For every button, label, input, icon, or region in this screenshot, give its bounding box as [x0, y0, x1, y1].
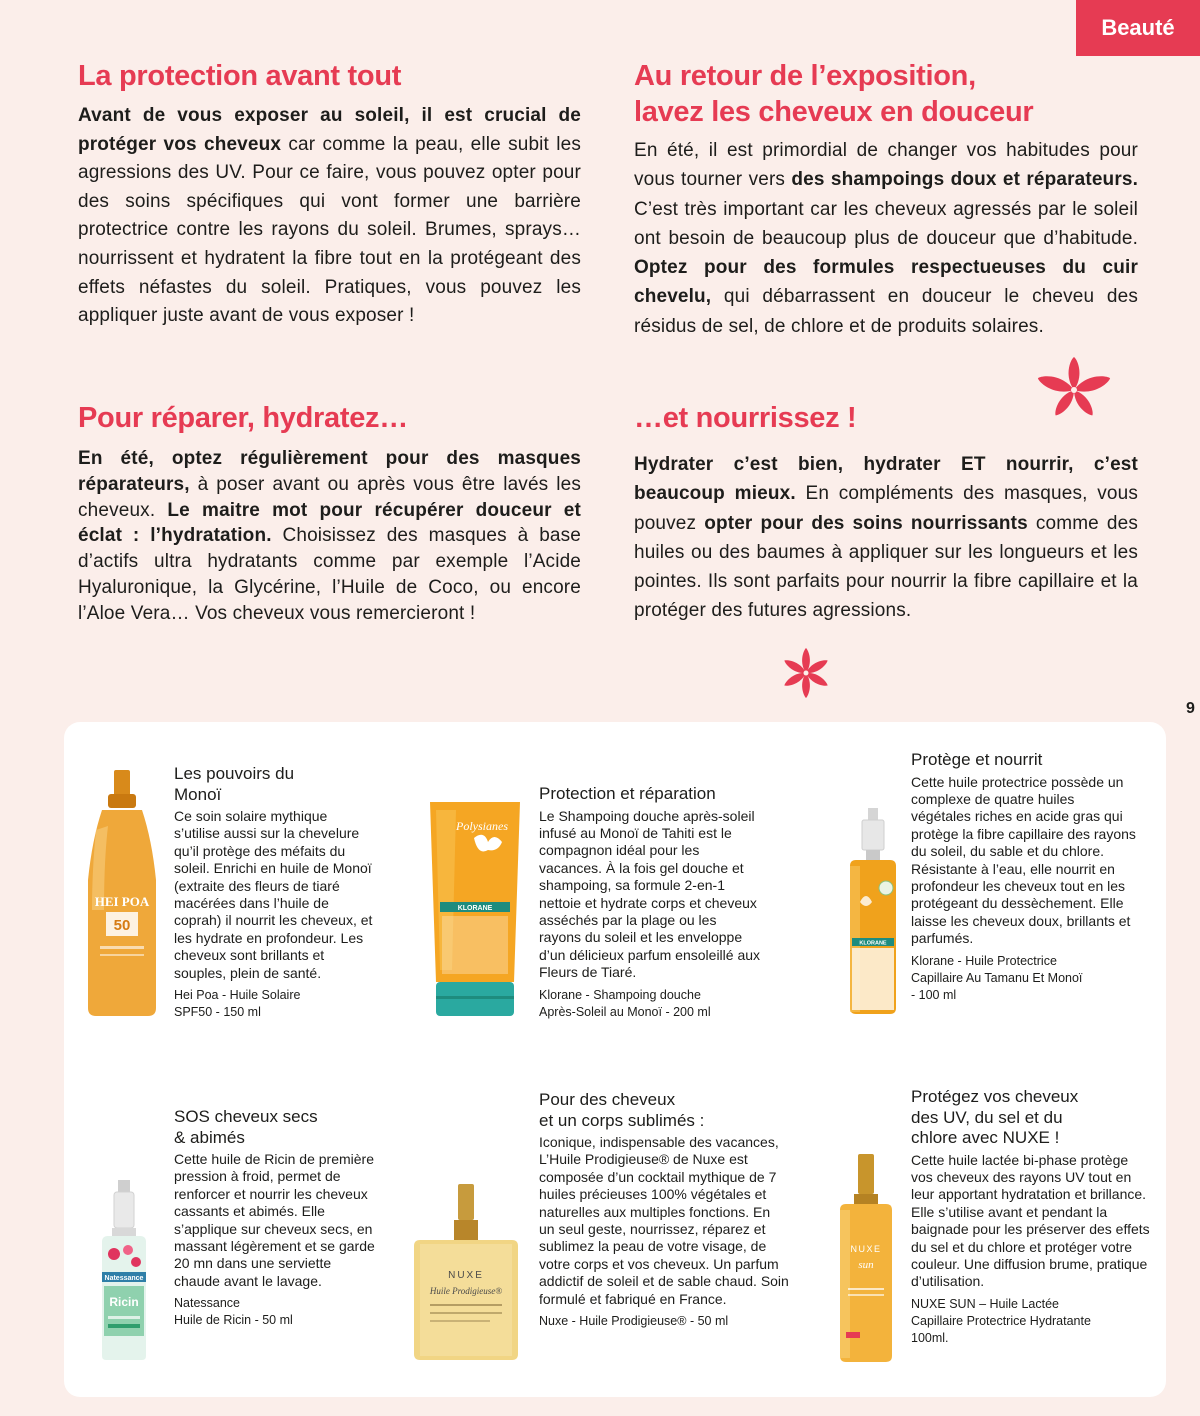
body-text: C’est très important car les cheveux agressés par le soleil ont besoin de beaucoup plus de douceur que d’habitude.	[634, 198, 1138, 249]
product-title: SOS cheveux secs & abimés	[174, 1107, 318, 1147]
section-lavage	[634, 58, 1138, 341]
product-title: Protégez vos cheveux des UV, du sel et du chlore avec NUXE !	[911, 1087, 1079, 1147]
flower-icon	[1030, 356, 1118, 424]
pack-line: Polysianes	[456, 819, 508, 833]
flower-icon	[776, 642, 836, 704]
body-bold: Avant de vous exposer au soleil, il est crucial de protéger vos cheveux	[78, 105, 581, 155]
product-title: Protection et réparation	[539, 784, 716, 803]
body-bold: En été, optez régulièrement pour des masques réparateurs,	[78, 448, 581, 495]
section-hydratez	[78, 400, 581, 627]
body-text: car comme la peau, elle subit les agressions des UV. Pour ce faire, vous pouvez opter pour des soins spécifiques qui vont former une barrière protectrice contre les rayons du soleil. Brumes, sprays… nourrissent et hydratent la fibre tout en la protégeant des effets néfastes du soleil. Pratiques, vous pouvez les appliquer juste avant de vous exposer !	[78, 133, 581, 327]
body-text: Choisissez des masques à base d’actifs ultra hydratants comme par exemple l’Acide Hyaluronique, la Glycérine, l’Huile de Coco, ou encore l’Aloe Vera… Vos cheveux vous remercieront !	[78, 525, 581, 624]
klorane-shampoo-tube-image	[426, 800, 524, 1020]
nuxe-prodigieuse-bottle-image	[406, 1182, 526, 1362]
product-title: Les pouvoirs du Monoï	[174, 764, 295, 804]
product-description: Cette huile lactée bi-phase protège vos cheveux des rayons UV tout en leur apportant hydratation et brillance. Elle s’utilise avant et pendant la baignade pour les préserver des effets du sel et du chlore et protéger votre couleur. Une diffusion brume, pratique d’utilisation.	[911, 1151, 1150, 1290]
product-reference: Klorane - Shampoing douche Après-Soleil au Monoï - 200 ml	[539, 987, 711, 1019]
section-protection	[78, 58, 581, 331]
product-description: Iconique, indispensable des vacances, L’Huile Prodigieuse® de Nuxe est composée d’un cocktail mythique de 7 huiles précieuses 100% végétales et naturelles aux multiples fonctions. En un seul geste, nourrissez, réparez et sublimez la peau de votre visage, de votre corps et vos cheveux. Un parfum addictif de soleil et de sable chaud. Soin formulé et fabriqué en France.	[539, 1134, 789, 1307]
product-reference: Natessance Huile de Ricin - 50 ml	[174, 1296, 293, 1328]
natessance-bottle-image	[98, 1178, 150, 1362]
body-text: qui débarrassent en douceur le cheveu des résidus de sel, de chlore et de produits solaires.	[634, 286, 1138, 337]
product-reference: Nuxe - Huile Prodigieuse® - 50 ml	[539, 1314, 729, 1329]
product-reference: Hei Poa - Huile Solaire SPF50 - 150 ml	[174, 988, 301, 1020]
product-description: Cette huile de Ricin de première pression à froid, permet de renforcer et nourrir les cheveux cassants et abimés. Elle s’applique sur cheveux secs, en massant légèrement et se garde 20 mn dans une serviette chaude avant le lavage.	[174, 1151, 375, 1289]
body-text: En été, il est primordial de changer vos habitudes pour vous tourner vers	[634, 140, 1138, 191]
product-klorane-huile	[911, 750, 1137, 1004]
section-body	[78, 102, 581, 331]
section-title: Pour réparer, hydratez…	[78, 402, 408, 434]
pack-spf: 50	[113, 917, 131, 934]
pack-name: sun	[858, 1259, 874, 1271]
pack-brand: Natessance	[104, 1275, 144, 1282]
pack-brand: HEI POA	[94, 894, 150, 909]
product-hei-poa	[174, 764, 374, 1021]
klorane-oil-spray-image	[842, 806, 904, 1016]
section-body	[78, 446, 581, 627]
body-text: à poser avant ou après vous être lavés les cheveux.	[78, 473, 581, 521]
section-title: La protection avant tout	[78, 60, 402, 92]
section-nourrissez	[634, 400, 1138, 626]
body-bold: opter pour des soins nourrissants	[704, 512, 1028, 534]
product-reference: NUXE SUN – Huile Lactée Capillaire Protectrice Hydratante 100ml.	[911, 1296, 1091, 1345]
nuxe-sun-spray-image	[834, 1152, 898, 1364]
body-text: comme des huiles ou des baumes à appliquer sur les longueurs et les pointes. Ils sont parfaits pour nourrir la fibre capillaire et la protéger des futures agressions.	[634, 512, 1138, 622]
product-description: Le Shampoing douche après-soleil infusé au Monoï de Tahiti est le compagnon idéal pour les vacances. À la fois gel douche et shampoing, sa formule 2-en-1 nettoie et hydrate corps et cheveux asséchés par la plage ou les rayons du soleil et les enveloppe d’un délicieux parfum ensoleillé aux Fleurs de Tiaré.	[539, 807, 761, 981]
body-bold: Optez pour des formules respectueuses du cuir chevelu,	[634, 257, 1138, 308]
section-tag: Beauté	[1076, 0, 1200, 56]
product-description: Ce soin solaire mythique s’utilise aussi sur la chevelure qu’il protège des méfaits du soleil. Enrichi en huile de Monoï (extraite des fleurs de tiaré macérées dans l’huile de coprah) il nourrit les cheveux, et les hydrate en profondeur. Les cheveux sont brillants et souples, plein de santé.	[174, 808, 373, 981]
product-reference: Klorane - Huile Protectrice Capillaire Au Tamanu Et Monoï - 100 ml	[911, 953, 1083, 1002]
product-klorane-shampoing	[539, 784, 761, 1021]
section-body	[634, 450, 1138, 626]
product-nuxe-prodigieuse	[539, 1090, 789, 1330]
pack-brand: KLORANE	[859, 940, 887, 947]
pack-brand: NUXE	[448, 1270, 484, 1281]
product-nuxe-sun	[911, 1087, 1151, 1347]
body-bold: Le maitre mot pour récupérer douceur et éclat : l’hydratation.	[78, 499, 581, 547]
pack-brand: NUXE	[850, 1244, 882, 1254]
pack-name: Ricin	[109, 1295, 139, 1309]
body-bold: Hydrater c’est bien, hydrater ET nourrir, c’est beaucoup mieux.	[634, 454, 1138, 505]
hei-poa-bottle-image	[82, 770, 162, 1020]
body-bold: des shampoings doux et réparateurs.	[791, 169, 1139, 191]
product-description: Cette huile protectrice possède un complexe de quatre huiles végétales riches en acide gras qui protège la fibre capillaire des rayons du soleil, du sable et du chlore. Résistante à l’eau, elle nourrit en profondeur les cheveux tout en les protégeant du dessèchement. Elle laisse les cheveux doux, brillants et parfumés.	[911, 773, 1136, 947]
product-natessance	[174, 1107, 376, 1329]
body-text: En compléments des masques, vous pouvez	[634, 483, 1139, 534]
section-body	[634, 136, 1138, 341]
section-title: Au retour de l’exposition, lavez les cheveux en douceur	[634, 60, 1034, 128]
product-title: Protège et nourrit	[911, 750, 1043, 769]
product-title: Pour des cheveux et un corps sublimés :	[539, 1090, 705, 1130]
pack-brand: KLORANE	[457, 905, 493, 912]
page-number: 9	[1186, 700, 1195, 717]
pack-name: Huile Prodigieuse®	[429, 1286, 503, 1296]
section-title: …et nourrissez !	[634, 402, 857, 434]
